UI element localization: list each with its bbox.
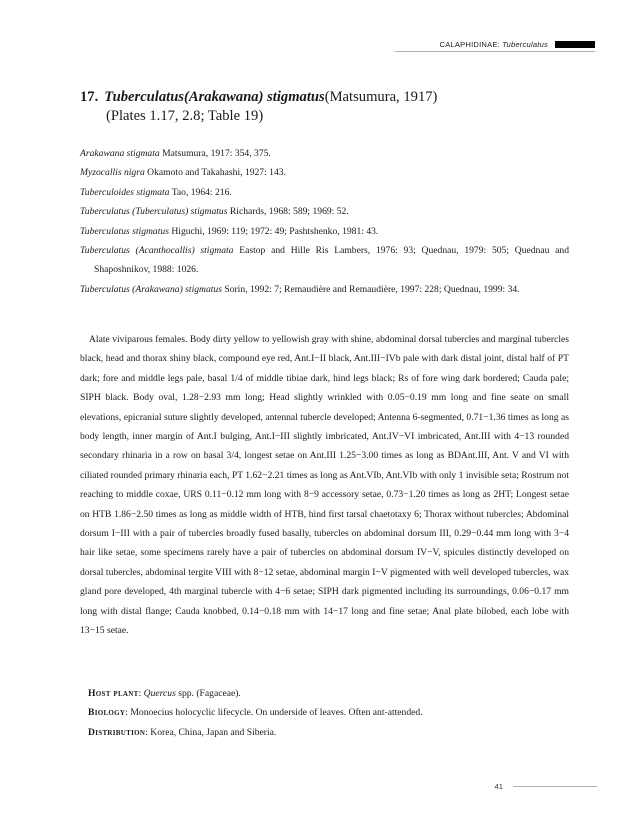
description-paragraph: Alate viviparous females. Body dirty yellow to yellowish gray with shine, abdominal dorsal tubercles and marginal tubercles black, head and thorax shiny black, compound eye red, Ant.I−II black, Ant.III−IVb pale with dark distal joint, distal half of PT dark; fore and middle legs pale, basal 1/4 of middle tibiae dark, hind legs black; Rs of fore wing dark bordered; Cauda pale; SIPH black. Body oval, 1.28−2.93 mm long; Head slightly wrinkled with 0.05−0.19 mm long and fine seate on small elevations, epicranial suture slightly developed, antennal tubercle developed; Antenna 6-segmented, 0.71−1.36 times as long as body length, inner margin of Ant.I bulging, Ant.I−III slightly imbricated, Ant.IV−VI imbricated, Ant.III with 4−13 rounded secondary rhinaria in a row on basal 3/4, longest setae on Ant.III 1.25−3.00 times as long as BDAnt.III, Ant. V and VI with ciliated rounded primary rhinaria each, PT 1.62−2.21 times as long as Ant.VIb, Ant.VIb with only 1 invisible seta; Rostrum not reaching to middle coxae, URS 0.11−0.12 mm long with 8−9 accessory setae, 0.73−1.20 times as long as 2HT; Longest setae on HTB 1.86−2.50 times as long as middle width of HTB, hind first tarsal chaetotaxy 6; Thorax without tubercles; Abdominal dorsum I−III with a pair of tubercles broadly fused basally, tubercles on abdominal dorsum III, 0.29−0.44 mm long with 3−4 hair like setae, some specimens rarely have a pair of tubercles on abdominal dorsum IV−V, spicules distinctly developed on dorsal tubercles, abdominal tergite VIII with 8−12 setae, abdominal margin I−V pigmented with well developed tubercles, wax gland pore developed, 4th marginal tubercle with 4−6 setae; SIPH dark pigmented including its surroundings, 0.06−0.17 mm long with distal flange; Cauda knobbed, 0.14−0.18 mm with 14−17 long and fine setae; Anal plate bilobed, each lobe with 13−15 setae.	[80, 334, 569, 637]
synonym-ref: Higuchi, 1969: 119; 1972: 49; Pashtshenko, 1981: 43.	[171, 225, 379, 237]
synonym-name: Myzocallis nigra	[80, 167, 145, 179]
running-head-genus: Tuberculatus	[502, 39, 548, 49]
distribution-line: Distribution: Korea, China, Japan and Siberia.	[88, 726, 277, 738]
page-footer	[495, 782, 597, 791]
morphology-description	[80, 330, 569, 641]
synonym-entry	[80, 202, 569, 221]
synonym-name: Tuberculatus (Acanthocallis) stigmata	[80, 245, 234, 257]
host-plant-rest: spp. (Fagaceae).	[178, 688, 241, 699]
distribution-label: Distribution	[88, 726, 146, 738]
species-heading	[80, 88, 437, 126]
species-epithet: stigmatus	[267, 89, 325, 105]
synonym-ref: Eastop and Hille Ris Lambers, 1976: 93; Quednau, 1979: 505; Quednau and Shaposhnikov, 1988: 1026.	[94, 245, 570, 276]
species-subgenus: (Arakawana)	[184, 89, 264, 105]
synonym-entry	[80, 144, 569, 163]
synonym-name: Tuberculatus (Arakawana) stigmatus	[80, 283, 222, 295]
synonym-ref: Okamoto and Takahashi, 1927: 143.	[147, 167, 286, 179]
species-notes	[88, 684, 568, 742]
synonym-name: Arakawana stigmata	[80, 148, 160, 159]
distribution-text: Korea, China, Japan and Siberia.	[150, 726, 277, 738]
synonym-entry	[80, 241, 569, 280]
synonym-name: Tuberculatus stigmatus	[80, 225, 169, 237]
synonym-ref: Tao, 1964: 216.	[171, 186, 232, 198]
page-number: 41	[494, 782, 503, 791]
species-number: 17.	[80, 89, 99, 105]
host-plant-line: Host plant: Quercus spp. (Fagaceae).	[88, 688, 241, 699]
synonym-entry	[80, 163, 569, 182]
species-authority: (Matsumura, 1917)	[324, 89, 438, 105]
synonym-entry	[80, 222, 569, 241]
species-genus: Tuberculatus	[104, 89, 184, 105]
running-head-rule	[395, 51, 595, 52]
synonym-name: Tuberculoides stigmata	[80, 186, 170, 198]
biology-text: Monoecius holocyclic lifecycle. On underside of leaves. Often ant-attended.	[130, 707, 423, 719]
footer-rule	[513, 786, 597, 787]
synonym-entry	[80, 183, 569, 202]
biology-line: Biology: Monoecius holocyclic lifecycle. On underside of leaves. Often ant-attended.	[88, 707, 423, 719]
plates-reference: (Plates 1.17, 2.8; Table 19)	[106, 108, 264, 124]
synonymy-list	[80, 144, 569, 299]
synonym-name: Tuberculatus (Tuberculatus) stigmatus	[80, 206, 228, 218]
host-plant-label: Host plant	[88, 688, 139, 699]
synonym-entry	[80, 280, 569, 299]
running-head-section: CALAPHIDINAE:	[439, 39, 500, 49]
running-head-bar	[555, 41, 595, 48]
synonym-ref: Matsumura, 1917: 354, 375.	[162, 148, 271, 159]
synonym-ref: Sorin, 1992: 7; Remaudière and Remaudière, 1997: 228; Quednau, 1999: 34.	[224, 283, 520, 295]
biology-label: Biology	[88, 707, 126, 719]
host-plant-genus: Quercus	[143, 688, 176, 699]
running-head	[440, 38, 595, 50]
synonym-ref: Richards, 1968: 589; 1969: 52.	[229, 206, 349, 218]
